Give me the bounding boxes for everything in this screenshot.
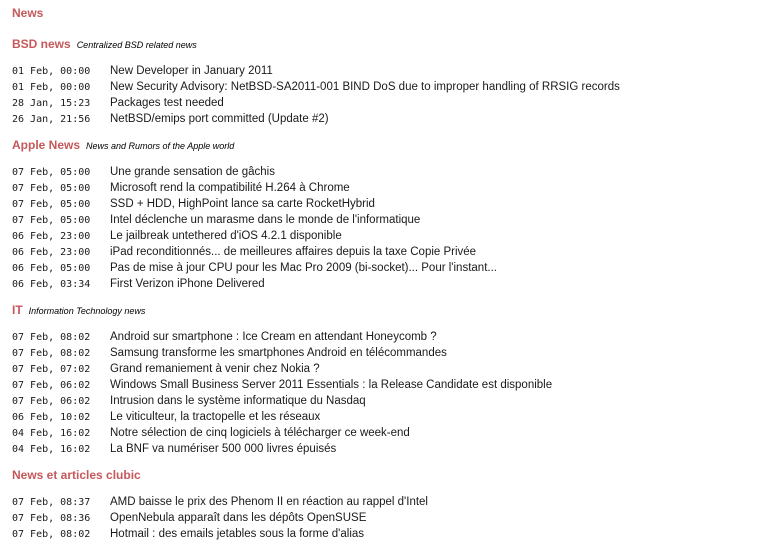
news-link[interactable]: Le jailbreak untethered d'iOS 4.2.1 disponible bbox=[110, 230, 342, 242]
news-item bbox=[12, 360, 552, 376]
news-item bbox=[12, 94, 620, 110]
news-link[interactable]: Windows Small Business Server 2011 Essentials : la Release Candidate est disponible bbox=[110, 379, 553, 391]
news-link[interactable]: Android sur smartphone : Ice Cream en attendant Honeycomb ? bbox=[110, 331, 437, 343]
news-link[interactable]: Packages test needed bbox=[110, 97, 224, 109]
news-date: 07 Feb, 06:02 bbox=[12, 380, 91, 391]
news-date: 07 Feb, 05:00 bbox=[12, 215, 91, 226]
news-item bbox=[12, 227, 497, 243]
news-item bbox=[12, 163, 497, 179]
news-link[interactable]: iPad reconditionnés... de meilleures affaires depuis la taxe Copie Privée bbox=[110, 246, 477, 258]
news-item bbox=[12, 493, 428, 509]
news-item bbox=[12, 179, 497, 195]
news-item bbox=[12, 440, 552, 456]
news-date: 07 Feb, 08:02 bbox=[12, 348, 91, 359]
section-header-apple-news bbox=[12, 138, 234, 153]
news-link[interactable]: Hotmail : des emails jetables sous la forme d'alias bbox=[110, 528, 365, 540]
news-date: 06 Feb, 23:00 bbox=[12, 231, 91, 242]
news-link[interactable]: Une grande sensation de gâchis bbox=[110, 166, 275, 178]
news-item bbox=[12, 195, 497, 211]
news-list-clubic bbox=[12, 493, 428, 541]
page-title: News bbox=[12, 6, 44, 20]
news-item bbox=[12, 243, 497, 259]
news-link[interactable]: New Developer in January 2011 bbox=[110, 65, 273, 77]
news-date: 04 Feb, 16:02 bbox=[12, 444, 91, 455]
news-item bbox=[12, 275, 497, 291]
news-item bbox=[12, 376, 552, 392]
news-link[interactable]: First Verizon iPhone Delivered bbox=[110, 278, 265, 290]
news-link[interactable]: Intrusion dans le système informatique du Nasdaq bbox=[110, 395, 366, 407]
news-date: 01 Feb, 00:00 bbox=[12, 82, 91, 93]
news-item bbox=[12, 408, 552, 424]
news-date: 04 Feb, 16:02 bbox=[12, 428, 91, 439]
news-date: 26 Jan, 21:56 bbox=[12, 114, 91, 125]
news-list-bsd bbox=[12, 62, 620, 126]
news-date: 01 Feb, 00:00 bbox=[12, 66, 91, 77]
news-link[interactable]: La BNF va numériser 500 000 livres épuisés bbox=[110, 443, 337, 455]
news-date: 07 Feb, 05:00 bbox=[12, 199, 91, 210]
news-link[interactable]: Intel déclenche un marasme dans le monde de l'informatique bbox=[110, 214, 421, 226]
news-item bbox=[12, 78, 620, 94]
news-list-it bbox=[12, 328, 552, 456]
news-date: 06 Feb, 10:02 bbox=[12, 412, 91, 423]
news-list-apple bbox=[12, 163, 497, 291]
section-title: IT bbox=[12, 303, 23, 317]
news-item bbox=[12, 259, 497, 275]
section-description: Information Technology news bbox=[28, 306, 146, 316]
section-description: Centralized BSD related news bbox=[76, 40, 197, 50]
news-link[interactable]: Microsoft rend la compatibilité H.264 à Chrome bbox=[110, 182, 350, 194]
news-date: 28 Jan, 15:23 bbox=[12, 98, 91, 109]
news-link[interactable]: Pas de mise à jour CPU pour les Mac Pro 2009 (bi-socket)... Pour l'instant... bbox=[110, 262, 497, 274]
news-date: 07 Feb, 05:00 bbox=[12, 183, 91, 194]
news-date: 07 Feb, 08:36 bbox=[12, 513, 91, 524]
news-link[interactable]: New Security Advisory: NetBSD-SA2011-001 BIND DoS due to improper handling of RRSIG records bbox=[110, 81, 620, 93]
section-header-bsd-news bbox=[12, 37, 197, 52]
news-link[interactable]: OpenNebula apparaît dans les dépôts OpenSUSE bbox=[110, 512, 367, 524]
news-item bbox=[12, 424, 552, 440]
news-date: 07 Feb, 06:02 bbox=[12, 396, 91, 407]
news-date: 06 Feb, 03:34 bbox=[12, 279, 91, 290]
news-link[interactable]: AMD baisse le prix des Phenom II en réaction au rappel d'Intel bbox=[110, 496, 428, 508]
section-header-clubic bbox=[12, 468, 147, 483]
news-item bbox=[12, 509, 428, 525]
news-item bbox=[12, 344, 552, 360]
news-link[interactable]: NetBSD/emips port committed (Update #2) bbox=[110, 113, 329, 125]
news-item bbox=[12, 392, 552, 408]
news-date: 07 Feb, 08:37 bbox=[12, 497, 91, 508]
news-date: 07 Feb, 07:02 bbox=[12, 364, 91, 375]
news-link[interactable]: Samsung transforme les smartphones Android en télécommandes bbox=[110, 347, 447, 359]
news-link[interactable]: Grand remaniement à venir chez Nokia ? bbox=[110, 363, 320, 375]
section-header-it bbox=[12, 303, 145, 318]
section-title: Apple News bbox=[12, 138, 81, 152]
news-item bbox=[12, 211, 497, 227]
section-title: News et articles clubic bbox=[12, 468, 141, 482]
news-link[interactable]: Le viticulteur, la tractopelle et les réseaux bbox=[110, 411, 321, 423]
news-link[interactable]: Notre sélection de cinq logiciels à télécharger ce week-end bbox=[110, 427, 410, 439]
news-item bbox=[12, 525, 428, 541]
news-date: 06 Feb, 23:00 bbox=[12, 247, 91, 258]
news-date: 07 Feb, 08:02 bbox=[12, 529, 91, 540]
news-item bbox=[12, 62, 620, 78]
news-item bbox=[12, 328, 552, 344]
news-date: 06 Feb, 05:00 bbox=[12, 263, 91, 274]
news-date: 07 Feb, 05:00 bbox=[12, 167, 91, 178]
news-date: 07 Feb, 08:02 bbox=[12, 332, 91, 343]
news-link[interactable]: SSD + HDD, HighPoint lance sa carte RocketHybrid bbox=[110, 198, 375, 210]
section-description: News and Rumors of the Apple world bbox=[86, 141, 235, 151]
news-item bbox=[12, 110, 620, 126]
section-title: BSD news bbox=[12, 37, 71, 51]
